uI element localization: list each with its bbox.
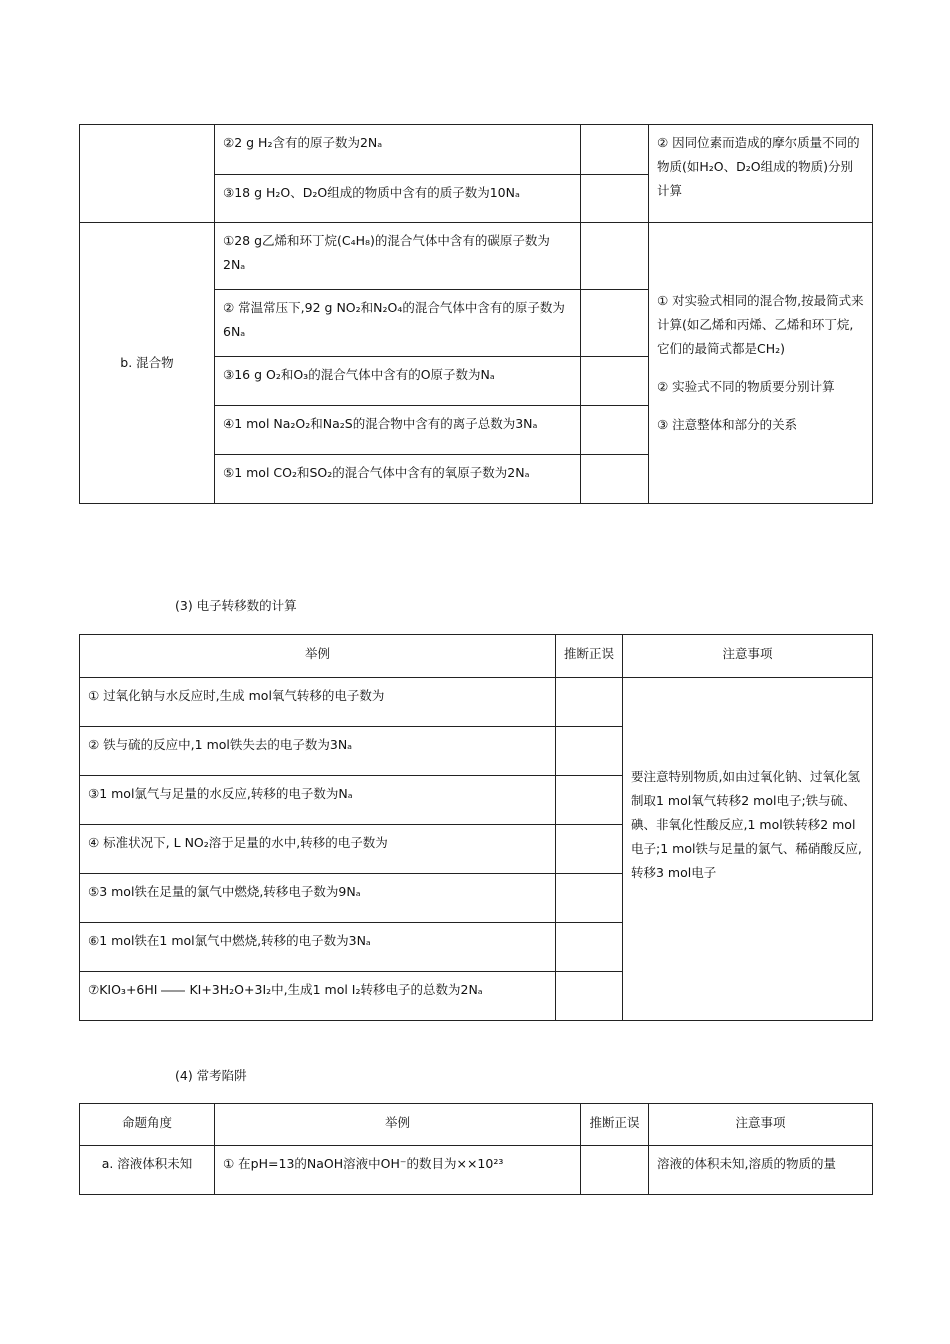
table-particle-count (79, 124, 873, 504)
section-title: (4) 常考陷阱 (175, 1068, 247, 1083)
table-row: ⑤3 mol铁在足量的氯气中燃烧,转移电子数为9Nₐ (80, 874, 556, 923)
judgment-cell[interactable] (556, 727, 623, 776)
judgment-cell[interactable] (581, 406, 649, 455)
column-header: 举例 (80, 635, 556, 678)
judgment-cell[interactable] (581, 455, 649, 504)
column-header: 举例 (215, 1104, 581, 1146)
category-cell: b. 混合物 (80, 223, 215, 504)
table-row: ④ 标准状况下, L NO₂溶于足量的水中,转移的电子数为 (80, 825, 556, 874)
column-header: 推断正误 (556, 635, 623, 678)
category-cell-empty (80, 125, 215, 223)
table-row: ③18 g H₂O、D₂O组成的物质中含有的质子数为10Nₐ (215, 175, 581, 223)
judgment-cell[interactable] (556, 776, 623, 825)
table-row: ① 在pH=13的NaOH溶液中OH⁻的数目为××10²³ (215, 1146, 581, 1195)
judgment-cell[interactable] (556, 825, 623, 874)
note-line: ③ 注意整体和部分的关系 (657, 417, 798, 432)
table-row: ⑥1 mol铁在1 mol氯气中燃烧,转移的电子数为3Nₐ (80, 923, 556, 972)
note-cell: 溶液的体积未知,溶质的物质的量 (649, 1146, 873, 1195)
column-header: 注意事项 (649, 1104, 873, 1146)
judgment-cell[interactable] (581, 290, 649, 357)
judgment-cell[interactable] (556, 678, 623, 727)
table-common-traps (79, 1103, 873, 1195)
judgment-cell[interactable] (556, 923, 623, 972)
note-line: ② 实验式不同的物质要分别计算 (657, 379, 835, 394)
column-header: 推断正误 (581, 1104, 649, 1146)
column-header: 命题角度 (80, 1104, 215, 1146)
table-row: ②2 g H₂含有的原子数为2Nₐ (215, 125, 581, 175)
table-row: ① 过氧化钠与水反应时,生成 mol氧气转移的电子数为 (80, 678, 556, 727)
note-cell: 要注意特别物质,如由过氧化钠、过氧化氢制取1 mol氧气转移2 mol电子;铁与硫、碘、非氧化性酸反应,1 mol铁转移2 mol电子;1 mol铁与足量的氯气、稀硝酸反应,转移3 mol电子 (623, 678, 873, 1021)
table-row: ①28 g乙烯和环丁烷(C₄H₈)的混合气体中含有的碳原子数为2Nₐ (215, 223, 581, 290)
table-row: ④1 mol Na₂O₂和Na₂S的混合物中含有的离子总数为3Nₐ (215, 406, 581, 455)
table-row: ③1 mol氯气与足量的水反应,转移的电子数为Nₐ (80, 776, 556, 825)
note-cell: ② 因同位素而造成的摩尔质量不同的物质(如H₂O、D₂O组成的物质)分别计算 (649, 125, 873, 223)
table-row: ⑦KIO₃+6HI KI+3H₂O+3I₂中,生成1 mol I₂转移电子的总数为2Nₐ (80, 972, 556, 1021)
table-row: ② 常温常压下,92 g NO₂和N₂O₄的混合气体中含有的原子数为6Nₐ (215, 290, 581, 357)
judgment-cell[interactable] (581, 1146, 649, 1195)
judgment-cell[interactable] (581, 175, 649, 223)
judgment-cell[interactable] (581, 357, 649, 406)
table-row: ③16 g O₂和O₃的混合气体中含有的O原子数为Nₐ (215, 357, 581, 406)
table-electron-transfer (79, 634, 873, 1021)
table-row: ⑤1 mol CO₂和SO₂的混合气体中含有的氧原子数为2Nₐ (215, 455, 581, 504)
column-header: 注意事项 (623, 635, 873, 678)
judgment-cell[interactable] (581, 223, 649, 290)
judgment-cell[interactable] (581, 125, 649, 175)
category-cell: a. 溶液体积未知 (80, 1146, 215, 1195)
section-title: (3) 电子转移数的计算 (175, 598, 297, 613)
judgment-cell[interactable] (556, 874, 623, 923)
note-line: ① 对实验式相同的混合物,按最简式来计算(如乙烯和丙烯、乙烯和环丁烷,它们的最简式都是CH₂) (657, 293, 864, 356)
equation-sign (161, 990, 185, 992)
judgment-cell[interactable] (556, 972, 623, 1021)
table-row: ② 铁与硫的反应中,1 mol铁失去的电子数为3Nₐ (80, 727, 556, 776)
note-cell-mixture (649, 223, 873, 504)
